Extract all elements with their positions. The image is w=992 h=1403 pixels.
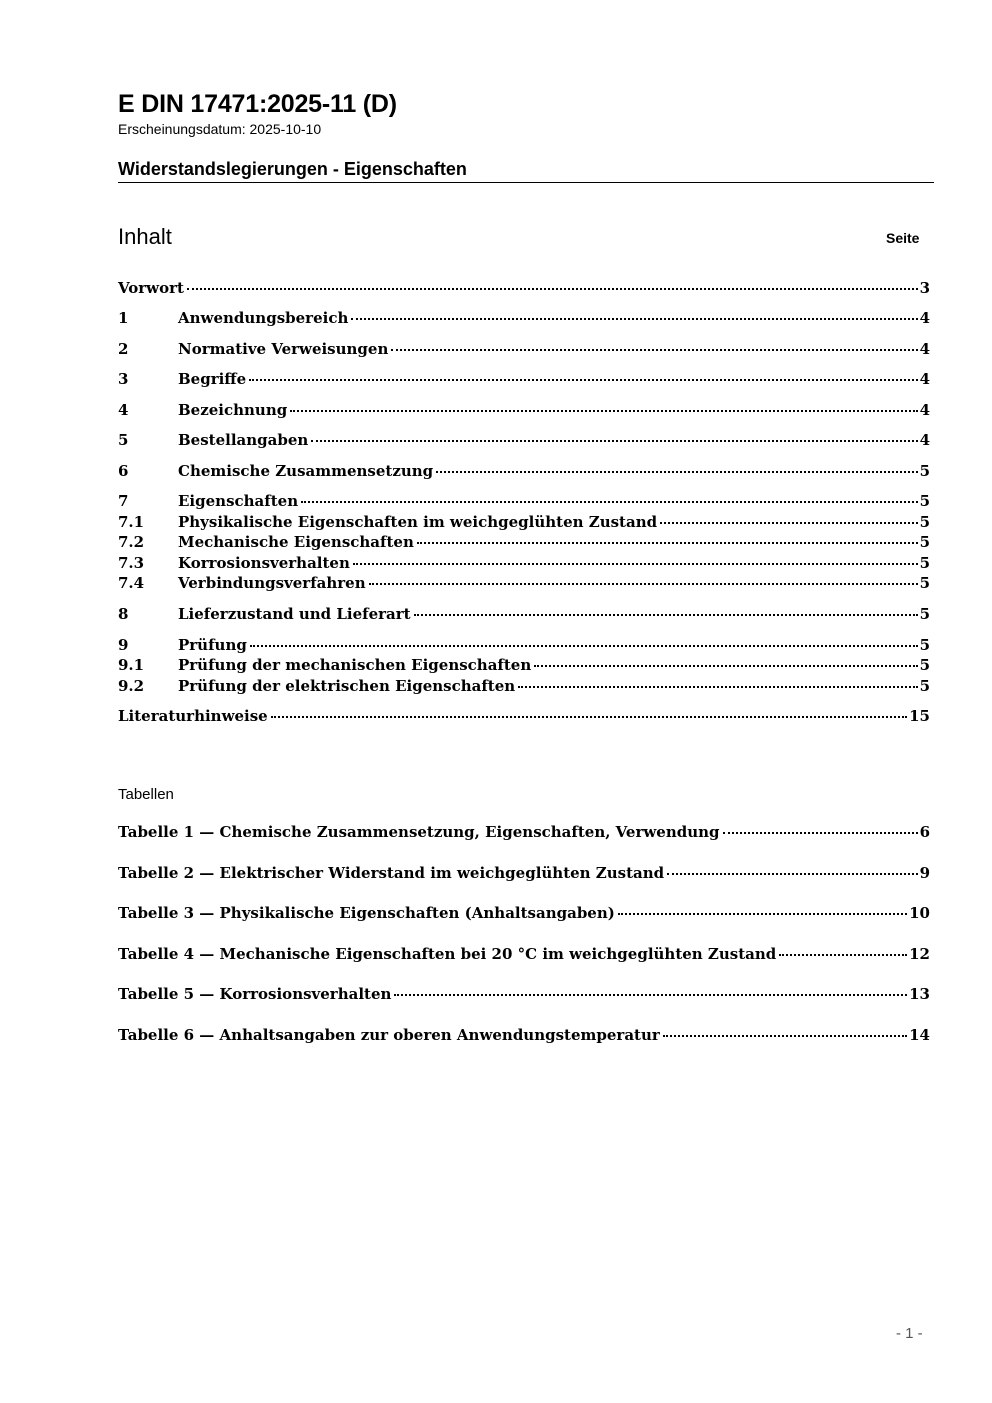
toc-entry-vorwort[interactable] (118, 279, 930, 299)
toc-entry-7-4[interactable] (118, 574, 930, 594)
table-entry-page: 10 (909, 904, 930, 922)
dot-leader (271, 716, 907, 718)
dot-leader (369, 583, 918, 585)
dot-leader (311, 440, 917, 442)
toc-entry-page: 5 (919, 554, 930, 572)
table-entry-text: Tabelle 3 — Physikalische Eigenschaften (Anhaltsangaben) (118, 904, 615, 922)
toc-entry-7-1[interactable] (118, 513, 930, 533)
toc-entry-text: Eigenschaften (178, 492, 299, 510)
dot-leader (250, 645, 918, 647)
toc-entry-page: 15 (909, 707, 930, 725)
table-entry-page: 14 (909, 1026, 930, 1044)
dot-leader (301, 501, 917, 503)
toc-entry-number: 9.2 (118, 677, 145, 695)
toc-entry-text: Prüfung (178, 636, 247, 654)
toc-entry-3[interactable] (118, 370, 930, 390)
toc-entry-page: 5 (919, 533, 930, 551)
document-id: E DIN 17471:2025-11 (D) (118, 90, 397, 118)
table-entry-6[interactable] (118, 1026, 930, 1046)
toc-entry-page: 4 (919, 340, 930, 358)
toc-entry-text: Normative Verweisungen (178, 340, 389, 358)
dot-leader (667, 873, 917, 875)
table-entry-4[interactable] (118, 945, 930, 965)
toc-entry-text: Literaturhinweise (118, 707, 268, 725)
toc-entry-text: Physikalische Eigenschaften im weichgeglühten Zustand (178, 513, 658, 531)
toc-entry-text: Bezeichnung (178, 401, 288, 419)
dot-leader (723, 832, 918, 834)
dot-leader (353, 563, 918, 565)
toc-entry-page: 5 (919, 513, 930, 531)
toc-entry-number: 8 (118, 605, 129, 623)
toc-entry-text: Vorwort (118, 279, 184, 297)
toc-entry-7-2[interactable] (118, 533, 930, 553)
toc-entry-page: 4 (919, 309, 930, 327)
toc-entry-page: 5 (919, 574, 930, 592)
toc-entry-page: 5 (919, 677, 930, 695)
toc-entry-page: 4 (919, 370, 930, 388)
toc-entry-9-2[interactable] (118, 677, 930, 697)
toc-entry-text: Verbindungsverfahren (178, 574, 366, 592)
toc-entry-9-1[interactable] (118, 656, 930, 676)
dot-leader (663, 1035, 907, 1037)
dot-leader (249, 379, 917, 381)
toc-entry-page: 5 (919, 636, 930, 654)
document-title: Widerstandslegierungen - Eigenschaften (118, 159, 467, 179)
toc-entry-page: 4 (919, 431, 930, 449)
toc-entry-number: 4 (118, 401, 129, 419)
toc-entry-page: 5 (919, 492, 930, 510)
dot-leader (417, 542, 918, 544)
toc-entry-number: 7.2 (118, 533, 145, 551)
dot-leader (414, 614, 918, 616)
title-rule (118, 182, 934, 183)
toc-entry-8[interactable] (118, 605, 930, 625)
toc-entry-2[interactable] (118, 340, 930, 360)
toc-entry-7[interactable] (118, 492, 930, 512)
toc-entry-number: 5 (118, 431, 129, 449)
toc-entry-text: Korrosionsverhalten (178, 554, 350, 572)
toc-entry-number: 1 (118, 309, 129, 327)
table-entry-text: Tabelle 5 — Korrosionsverhalten (118, 985, 392, 1003)
dot-leader (351, 318, 917, 320)
toc-entry-7-3[interactable] (118, 554, 930, 574)
dot-leader (290, 410, 917, 412)
page-number: - 1 - (896, 1325, 923, 1342)
table-entry-text: Tabelle 6 — Anhaltsangaben zur oberen Anwendungstemperatur (118, 1026, 660, 1044)
table-entry-3[interactable] (118, 904, 930, 924)
dot-leader (618, 913, 907, 915)
table-entry-page: 6 (919, 823, 930, 841)
dot-leader (534, 665, 917, 667)
toc-entry-number: 9.1 (118, 656, 145, 674)
toc-entry-page: 5 (919, 656, 930, 674)
toc-entry-6[interactable] (118, 462, 930, 482)
dot-leader (436, 471, 917, 473)
toc-entry-text: Prüfung der elektrischen Eigenschaften (178, 677, 516, 695)
toc-entry-number: 7.1 (118, 513, 145, 531)
toc-entry-page: 4 (919, 401, 930, 419)
dot-leader (518, 686, 917, 688)
toc-entry-text: Bestellangaben (178, 431, 309, 449)
toc-entry-number: 2 (118, 340, 129, 358)
toc-entry-number: 3 (118, 370, 129, 388)
table-entry-text: Tabelle 4 — Mechanische Eigenschaften bei 20 °C im weichgeglühten Zustand (118, 945, 777, 963)
table-entry-2[interactable] (118, 864, 930, 884)
dot-leader (394, 994, 907, 996)
toc-entry-text: Chemische Zusammensetzung (178, 462, 434, 480)
table-entry-1[interactable] (118, 823, 930, 843)
toc-entry-number: 7 (118, 492, 129, 510)
dot-leader (391, 349, 917, 351)
table-entry-page: 13 (909, 985, 930, 1003)
table-entry-text: Tabelle 2 — Elektrischer Widerstand im weichgeglühten Zustand (118, 864, 665, 882)
toc-entry-page: 5 (919, 605, 930, 623)
dot-leader (660, 522, 917, 524)
toc-entry-number: 7.3 (118, 554, 145, 572)
toc-entry-5[interactable] (118, 431, 930, 451)
toc-entry-9[interactable] (118, 636, 930, 656)
toc-entry-number: 7.4 (118, 574, 145, 592)
toc-entry-literaturhinweise[interactable] (118, 707, 930, 727)
page-column-label: Seite (886, 230, 920, 246)
toc-heading: Inhalt (118, 224, 172, 249)
toc-entry-text: Prüfung der mechanischen Eigenschaften (178, 656, 532, 674)
table-entry-page: 9 (919, 864, 930, 882)
toc-entry-1[interactable] (118, 309, 930, 329)
toc-entry-number: 6 (118, 462, 129, 480)
toc-entry-page: 3 (919, 279, 930, 297)
toc-entry-page: 5 (919, 462, 930, 480)
table-entry-page: 12 (909, 945, 930, 963)
toc-entry-text: Begriffe (178, 370, 247, 388)
tables-heading: Tabellen (118, 786, 174, 803)
toc-entry-number: 9 (118, 636, 129, 654)
publication-date: Erscheinungsdatum: 2025-10-10 (118, 121, 322, 137)
toc-entry-4[interactable] (118, 401, 930, 421)
dot-leader (187, 288, 918, 290)
toc-entry-text: Lieferzustand und Lieferart (178, 605, 411, 623)
table-entry-text: Tabelle 1 — Chemische Zusammensetzung, Eigenschaften, Verwendung (118, 823, 720, 841)
table-entry-5[interactable] (118, 985, 930, 1005)
dot-leader (779, 954, 907, 956)
toc-entry-text: Mechanische Eigenschaften (178, 533, 414, 551)
toc-entry-text: Anwendungsbereich (178, 309, 349, 327)
